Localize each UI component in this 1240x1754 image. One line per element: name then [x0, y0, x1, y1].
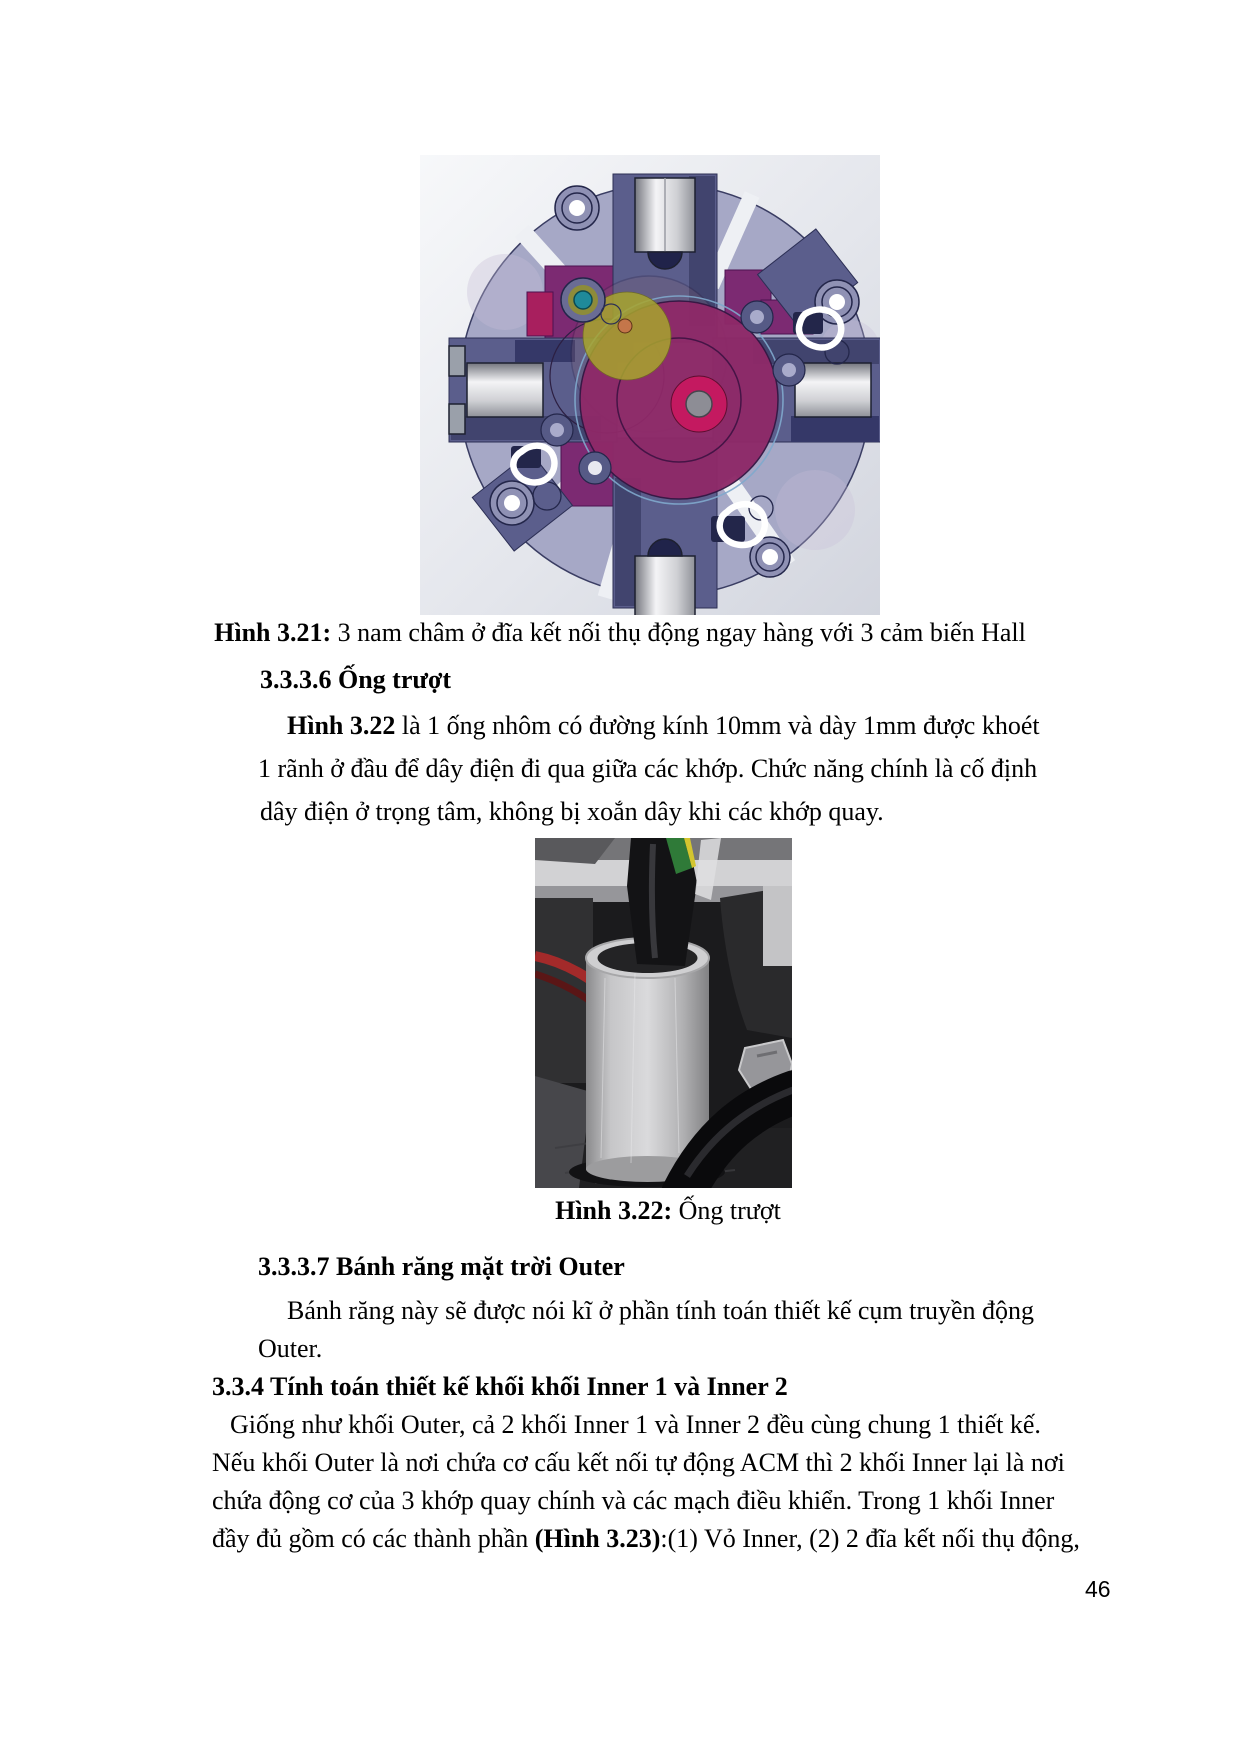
para-ong-truot-line-2: 1 rãnh ở đầu để dây điện đi qua giữa các khớp. Chức năng chính là cố định: [258, 754, 1038, 783]
para-text: :(1) Vỏ Inner, (2) 2 đĩa kết nối thụ động,: [660, 1524, 1080, 1553]
center-shaft: [686, 391, 712, 417]
section-3-3-4-heading: 3.3.4 Tính toán thiết kế khối khối Inner 1 và Inner 2: [212, 1372, 788, 1401]
figure-3-21-caption: [0, 616, 1240, 650]
para-inner-line-3: chứa động cơ của 3 khớp quay chính và các mạch điều khiển. Trong 1 khối Inner: [212, 1486, 1055, 1515]
para-inner-line-4: [212, 1522, 1080, 1556]
para-inner-line-2: Nếu khối Outer là nơi chứa cơ cấu kết nối tự động ACM thì 2 khối Inner lại là nơi: [212, 1448, 1065, 1477]
para-ong-truot-line-3: dây điện ở trọng tâm, không bị xoắn dây khi các khớp quay.: [260, 797, 884, 826]
section-3-3-3-7-heading: 3.3.3.7 Bánh răng mặt trời Outer: [258, 1252, 625, 1281]
figure-3-22-caption-label: Hình 3.22:: [555, 1196, 673, 1225]
para-inner-line-1: Giống như khối Outer, cả 2 khối Inner 1 và Inner 2 đều cùng chung 1 thiết kế.: [230, 1410, 1041, 1439]
left-dark-area: [535, 898, 593, 1083]
page-number: 46: [1085, 1576, 1111, 1602]
figure-3-21-cad-image: [420, 155, 880, 615]
white-strip: [763, 886, 792, 966]
para-banh-rang-line-1: Bánh răng này sẽ được nói kĩ ở phần tính toán thiết kế cụm truyền động: [287, 1296, 1035, 1325]
para-text: đầy đủ gồm có các thành phần: [212, 1524, 535, 1553]
hall-sensor-dot: [574, 291, 592, 309]
para-banh-rang-line-2: Outer.: [258, 1334, 323, 1363]
figure-3-21-caption-label: Hình 3.21:: [214, 618, 332, 647]
pin-dot: [618, 319, 632, 333]
figure-ref-bold: Hình 3.22: [287, 711, 396, 740]
figure-3-22-caption-text: Ống trượt: [672, 1196, 781, 1225]
figure-3-21-caption-text: 3 nam châm ở đĩa kết nối thụ động ngay hàng với 3 cảm biến Hall: [331, 618, 1026, 647]
figure-3-22-caption: [48, 1194, 1240, 1228]
para-ong-truot-line-1: [287, 709, 1040, 743]
figure-3-22-photo: [535, 838, 792, 1188]
para-text: là 1 ống nhôm có đường kính 10mm và dày 1mm được khoét: [395, 711, 1040, 740]
section-3-3-3-6-heading: 3.3.3.6 Ống trượt: [260, 665, 452, 694]
top-cable: [627, 838, 697, 966]
figure-ref-bold: (Hình 3.23): [534, 1524, 661, 1553]
